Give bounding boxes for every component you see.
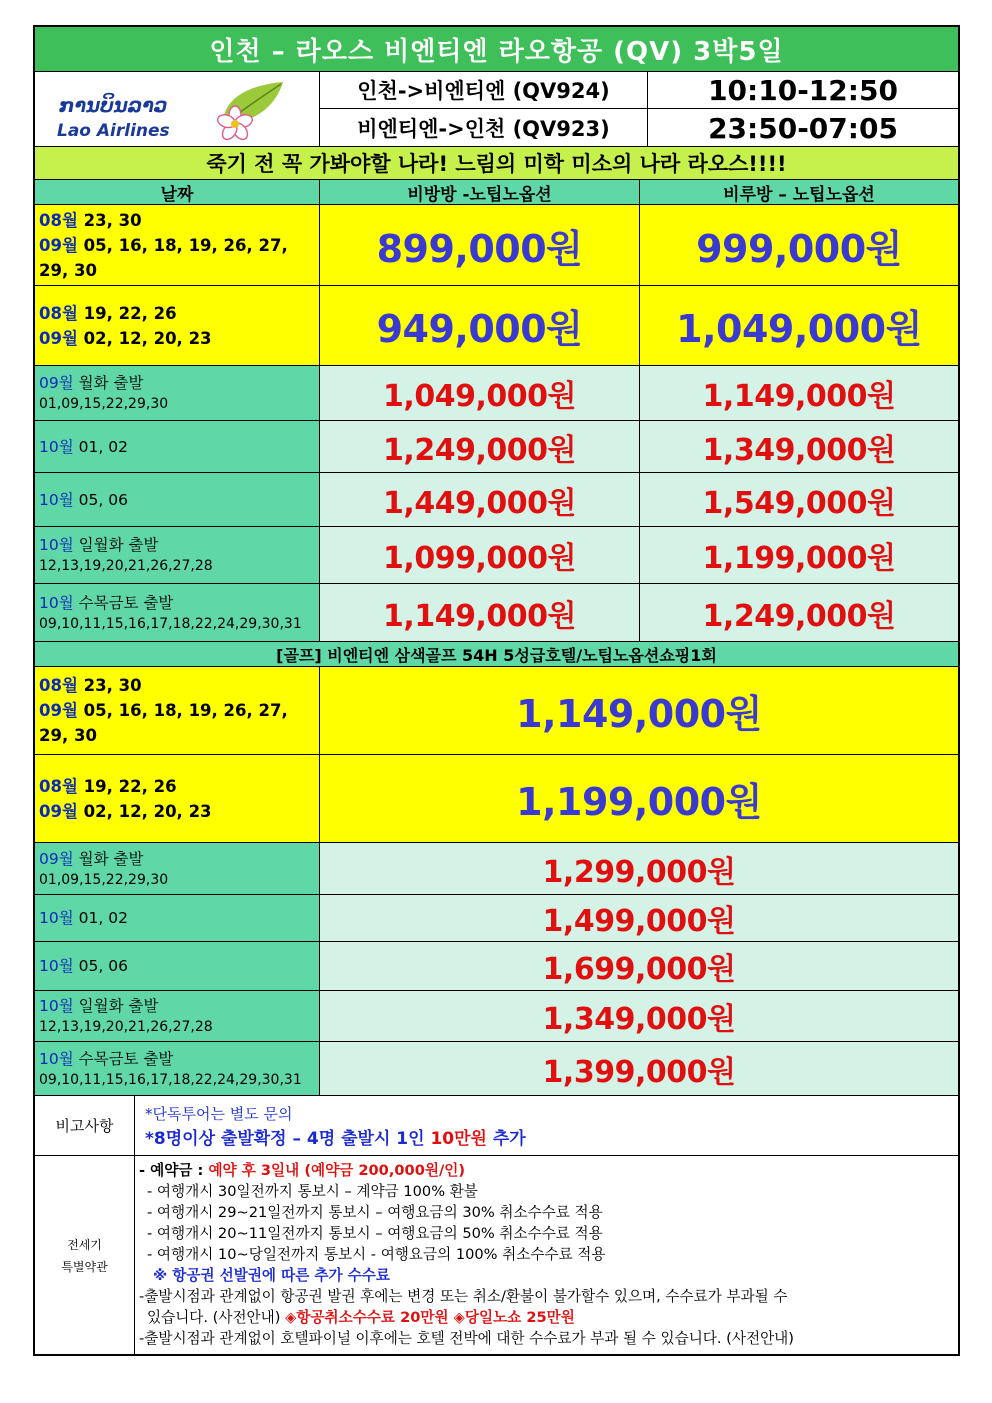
price-cell: 1,249,000원 [640,584,958,641]
terms-label: 전세기 특별약관 [35,1156,135,1356]
row-dates: 08월 19, 22, 26 09월 02, 12, 20, 23 [35,755,320,842]
notes-label: 비고사항 [35,1096,135,1155]
table-header [35,180,958,205]
table-row [35,366,958,421]
page-title: 인천 – 라오스 비엔티엔 라오항공 (QV) 3박5일 [35,27,958,72]
terms-body [135,1156,958,1356]
cancel-term: - 여행개시 20~11일전까지 통보시 – 여행요금의 50% 취소수수료 적용 [147,1225,603,1242]
row-dates: 08월 19, 22, 26 09월 02, 12, 20, 23 [35,286,320,365]
return-time: 23:50-07:05 [708,111,898,145]
row-dates: 10월 일월화 출발 12,13,19,20,21,26,27,28 [35,527,320,583]
plumeria-logo-icon [55,80,305,142]
golf-price-cell: 1,299,000원 [320,843,958,894]
ticket-policy-cont: 있습니다. (사전안내) ◈항공취소수수료 20만원 ◈당일노쇼 25만원 [147,1309,575,1326]
cancel-term: - 여행개시 29~21일전까지 통보시 – 여행요금의 30% 취소수수료 적용 [147,1204,603,1221]
price-cell: 1,199,000원 [640,527,958,583]
row-dates: 10월 01, 02 [35,421,320,472]
table-row [35,286,958,366]
table-row [35,991,958,1042]
price-cell: 1,099,000원 [320,527,640,583]
table-row [35,421,958,473]
outbound-route: 인천->비엔티엔 (QV924) [320,72,648,109]
table-row [35,527,958,584]
outbound-time: 10:10-12:50 [648,72,958,109]
airline-fee-note: ※ 항공권 선발권에 따른 추가 수수료 [153,1267,390,1284]
header-price-2: 비루방 – 노팁노옵션 [723,184,875,205]
price-cell: 1,349,000원 [640,421,958,472]
golf-price-cell: 1,199,000원 [516,780,762,824]
price-cell: 1,049,000원 [676,307,922,351]
cancel-term: - 여행개시 30일전까지 통보시 – 계약금 100% 환불 [147,1183,478,1200]
row-dates: 08월 23, 30 09월 05, 16, 18, 19, 26, 27, 29, 30 [35,205,320,285]
price-cell: 949,000원 [320,286,640,365]
row-dates: 10월 수목금토 출발 09,10,11,15,16,17,18,22,24,29,30,31 [35,584,320,641]
row-dates: 10월 수목금토 출발 09,10,11,15,16,17,18,22,24,29,30,31 [35,1042,320,1095]
golf-section-header: [골프] 비엔티엔 삼색골프 54H 5성급호텔/노팁노옵션쇼핑1회 [35,642,958,667]
ticket-policy: -출발시점과 관계없이 항공권 발권 후에는 변경 또는 취소/환불이 불가할수 있으며, 수수료가 부과될 수 [139,1288,788,1305]
price-cell: 1,549,000원 [640,473,958,526]
table-row [35,942,958,991]
price-cell: 999,000원 [696,226,902,271]
price-cell: 1,449,000원 [320,473,640,526]
notes-body: *단독투어는 별도 문의 *8명이상 출발확정 – 4명 출발시 1인 10만원 추가 [145,1104,526,1149]
header-price-1: 비방방 -노팁노옵션 [320,180,640,204]
row-dates: 08월 23, 30 09월 05, 16, 18, 19, 26, 27, 29, 30 [35,667,320,754]
table-row [35,473,958,527]
hotel-policy: -출발시점과 관계없이 호텔파이널 이후에는 호텔 전박에 대한 수수료가 부과 될 수 있습니다. (사전안내) [139,1330,794,1347]
return-route: 비엔티엔->인천 (QV923) [320,109,648,147]
row-dates: 09월 월화 출발 01,09,15,22,29,30 [35,843,320,894]
row-dates: 09월 월화 출발 01,09,15,22,29,30 [35,366,320,420]
table-row [35,584,958,642]
price-cell: 1,249,000원 [320,421,640,472]
golf-price-cell: 1,149,000원 [516,692,762,736]
slogan: 죽기 전 꼭 가봐야할 나라! 느림의 미학 미소의 나라 라오스!!!! [35,147,958,180]
notes-row [35,1096,958,1156]
price-cell: 1,149,000원 [640,366,958,420]
price-cell: 1,149,000원 [320,584,640,641]
table-row [35,843,958,895]
deposit-line: - 예약금 : 예약 후 3일내 (예약금 200,000원/인) [139,1162,466,1179]
golf-price-cell: 1,399,000원 [320,1042,958,1095]
row-dates: 10월 일월화 출발 12,13,19,20,21,26,27,28 [35,991,320,1041]
table-row [35,895,958,942]
lao-airlines-logo [35,72,320,146]
cancel-term: - 여행개시 10~당일전까지 통보시 - 여행요금의 100% 취소수수료 적용 [147,1246,606,1263]
table-row [35,205,958,286]
price-cell: 899,000원 [320,205,640,285]
svg-text:ການບິນລາວ: ການບິນລາວ [59,95,168,117]
flight-info [35,72,958,147]
terms-row [35,1156,958,1356]
svg-text:Lao Airlines: Lao Airlines [57,121,170,141]
row-dates: 10월 01, 02 [35,895,320,941]
golf-price-cell: 1,499,000원 [320,895,958,941]
golf-price-cell: 1,699,000원 [320,942,958,990]
golf-price-cell: 1,349,000원 [320,991,958,1041]
price-sheet [33,25,960,1356]
price-cell: 1,049,000원 [320,366,640,420]
table-row [35,667,958,755]
row-dates: 10월 05, 06 [35,942,320,990]
header-date: 날짜 [35,180,320,204]
row-dates: 10월 05, 06 [35,473,320,526]
table-row [35,755,958,843]
table-row [35,1042,958,1096]
